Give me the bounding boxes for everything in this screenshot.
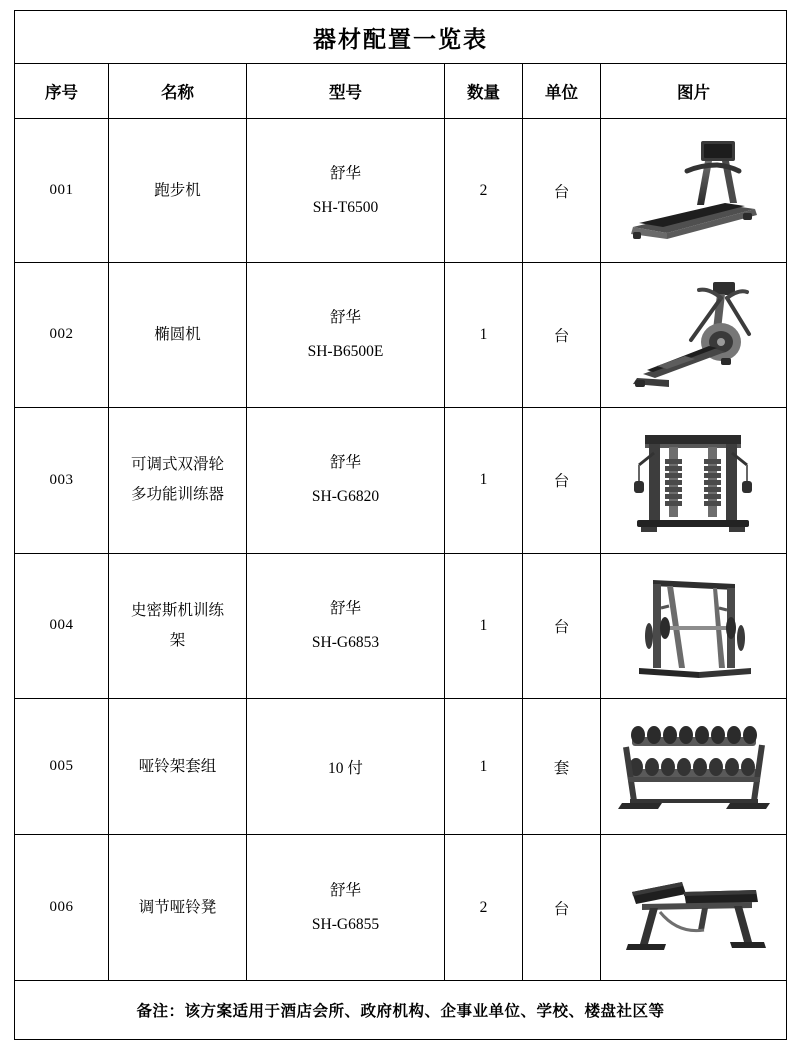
cell-name-line1: 史密斯机训练 bbox=[130, 601, 224, 619]
column-header-quantity: 数量 bbox=[445, 64, 523, 119]
cell-quantity: 1 bbox=[445, 553, 523, 698]
cell-seq: 004 bbox=[15, 553, 109, 698]
cell-name: 哑铃架套组 bbox=[109, 698, 247, 834]
cell-quantity: 2 bbox=[445, 835, 523, 980]
cell-seq: 005 bbox=[15, 698, 109, 834]
elliptical-trainer-photo bbox=[601, 274, 786, 396]
cell-model bbox=[247, 835, 445, 980]
cell-unit: 套 bbox=[523, 698, 601, 834]
cell-name bbox=[109, 408, 247, 553]
column-header-model: 型号 bbox=[247, 64, 445, 119]
model-code: SH-B6500E bbox=[307, 342, 384, 360]
model-code: SH-G6820 bbox=[311, 488, 380, 506]
cell-model bbox=[247, 119, 445, 262]
model-brand: 舒华 bbox=[329, 881, 361, 899]
cell-model: 10 付 bbox=[247, 698, 445, 834]
cell-unit: 台 bbox=[523, 835, 601, 980]
column-header-seq: 序号 bbox=[15, 64, 109, 119]
cable-crossover-machine-photo bbox=[601, 419, 786, 541]
table-footer-row bbox=[15, 980, 787, 1039]
cell-picture bbox=[601, 835, 787, 980]
cell-name bbox=[109, 553, 247, 698]
model-brand: 舒华 bbox=[329, 454, 361, 472]
cell-seq: 001 bbox=[15, 119, 109, 262]
model-code: SH-T6500 bbox=[312, 198, 379, 216]
cell-picture bbox=[601, 262, 787, 407]
cell-seq: 002 bbox=[15, 262, 109, 407]
cell-quantity: 1 bbox=[445, 698, 523, 834]
cell-unit: 台 bbox=[523, 119, 601, 262]
adjustable-bench-photo bbox=[601, 852, 786, 964]
table-row bbox=[15, 835, 787, 980]
cell-picture bbox=[601, 698, 787, 834]
table-row bbox=[15, 119, 787, 262]
table-header-row bbox=[15, 64, 787, 119]
model-brand: 舒华 bbox=[329, 308, 361, 326]
cell-model bbox=[247, 262, 445, 407]
column-header-picture: 图片 bbox=[601, 64, 787, 119]
treadmill-photo bbox=[601, 131, 786, 251]
cell-name-line2: 架 bbox=[169, 631, 186, 649]
cell-picture bbox=[601, 408, 787, 553]
cell-quantity: 1 bbox=[445, 262, 523, 407]
cell-seq: 006 bbox=[15, 835, 109, 980]
dumbbell-rack-photo bbox=[601, 711, 786, 823]
cell-model bbox=[247, 408, 445, 553]
cell-picture bbox=[601, 553, 787, 698]
cell-unit: 台 bbox=[523, 408, 601, 553]
cell-unit: 台 bbox=[523, 553, 601, 698]
cell-quantity: 2 bbox=[445, 119, 523, 262]
cell-quantity: 1 bbox=[445, 408, 523, 553]
table-row bbox=[15, 553, 787, 698]
cell-name-line2: 多功能训练器 bbox=[130, 486, 224, 504]
table-row bbox=[15, 262, 787, 407]
model-brand: 舒华 bbox=[329, 164, 361, 182]
table-title-row bbox=[15, 11, 787, 64]
cell-name-line1: 可调式双滑轮 bbox=[130, 456, 224, 474]
cell-picture bbox=[601, 119, 787, 262]
smith-machine-photo bbox=[601, 564, 786, 688]
table-row bbox=[15, 408, 787, 553]
cell-model bbox=[247, 553, 445, 698]
model-code: SH-G6853 bbox=[311, 633, 380, 651]
table-row bbox=[15, 698, 787, 834]
page-title: 器材配置一览表 bbox=[15, 11, 787, 64]
column-header-name: 名称 bbox=[109, 64, 247, 119]
cell-unit: 台 bbox=[523, 262, 601, 407]
model-code: SH-G6855 bbox=[311, 915, 380, 933]
footer-note: 备注：该方案适用于酒店会所、政府机构、企事业单位、学校、楼盘社区等 bbox=[15, 980, 787, 1039]
cell-name: 调节哑铃凳 bbox=[109, 835, 247, 980]
equipment-configuration-table bbox=[14, 10, 787, 1040]
model-brand: 舒华 bbox=[329, 599, 361, 617]
cell-name: 椭圆机 bbox=[109, 262, 247, 407]
column-header-unit: 单位 bbox=[523, 64, 601, 119]
cell-name: 跑步机 bbox=[109, 119, 247, 262]
cell-seq: 003 bbox=[15, 408, 109, 553]
